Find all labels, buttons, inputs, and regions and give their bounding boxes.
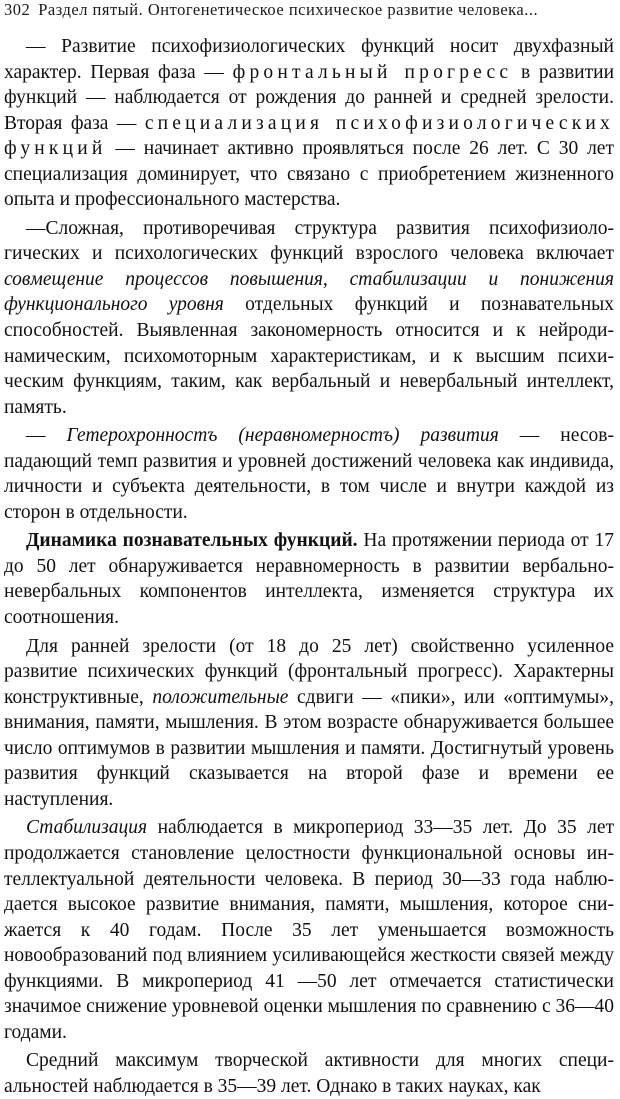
text-run: наблюдается в микропериод 33—35 лет. До 35 лет продолжается становление целостности функциональной основы интеллектуальной деятельности человека. В период 30—33 года наблюдается высокое развитие внимания, памяти, мышления, которое снижается к 40 годам. После 35 лет уменьшается возможность новообразований под влиянием усиливающейся жесткости связей между функциями. В микропериод 41 —50 лет отмечается статистически значимое снижение уровневой оценки мышления по сравнению с 36—40 годами. bbox=[4, 817, 614, 1043]
text-run: — несовпадающий темп развития и уровней достижений человека как индивида, личности и субъекта деятельности, в том числе и внутри каждой из сторон в отдельности. bbox=[4, 425, 614, 523]
run-in-heading: Динамика познавательных функций. bbox=[26, 530, 358, 552]
body-text bbox=[4, 34, 614, 1099]
italic-phrase: положительные bbox=[152, 686, 289, 708]
text-run: в развитии функций — наблюдается от рождения до ранней и средней зрелости. Вторая фаза — bbox=[4, 61, 615, 134]
text-run: отдельных функций и познавательных способностей. Выявленная закономерность относится и к нейродинамическим, психомоторным характеристикам, и к высшим психическим функциям, таким, как вербальный и невербальный интеллект, память. bbox=[4, 294, 614, 418]
paragraph bbox=[4, 634, 614, 813]
paragraph bbox=[4, 216, 614, 420]
paragraph bbox=[4, 1048, 614, 1099]
italic-phrase: Гетерохронностъ (неравномерностъ) развития bbox=[66, 425, 499, 447]
page-number: 302 bbox=[4, 0, 31, 19]
text-run: сдвиги — «пики», или «оптимумы», внимания, памяти, мышления. В этом возрасте обнаруживается большее число оптимумов в развитии мышления и памяти. Достигнутый уровень развития функций сказывается на второй фазе и времени ее наступления. bbox=[4, 686, 615, 810]
text-run: Для ранней зрелости (от 18 до 25 лет) свойственно усиленное развитие психических функций (фронтальный прогресс). Характерны конструктивные, bbox=[4, 635, 614, 708]
italic-phrase: совмещение процессов повышения, стабилизации и понижения функционального уровня bbox=[4, 268, 614, 316]
paragraph bbox=[4, 423, 614, 525]
text-run: На протяжении периода от 17 до 50 лет обнаруживается неравномерность в развитии вербально-невербальных компонентов интеллекта, изменяется структура их соотношения. bbox=[4, 530, 614, 629]
paragraph bbox=[4, 815, 614, 1045]
running-header bbox=[4, 0, 614, 24]
paragraph bbox=[4, 528, 614, 630]
text-run: — Развитие психофизиологических функций носит двухфазный характер. Первая фаза — bbox=[4, 36, 614, 83]
text-run: — начинает активно проявляться после 26 лет. С 30 лет специализация доминирует, что связано с приобретением жизненного опыта и профессионального мастерства. bbox=[4, 138, 614, 211]
paragraph bbox=[4, 34, 614, 213]
text-run: Средний максимум творческой активности для многих специальностей наблюдается в 35—39 лет. Однако в таких науках, как bbox=[4, 1050, 614, 1097]
text-run: — bbox=[26, 425, 67, 447]
text-run: —Сложная, противоречивая структура развития психофизиологических и психологических функций взрослого человека включает bbox=[4, 217, 614, 265]
letterspaced-term: специализация психофизиологических функций bbox=[4, 112, 615, 160]
letterspaced-term: фронтальный прогресс bbox=[232, 61, 513, 83]
running-title: Раздел пятый. Онтогенетическое психическое развитие человека... bbox=[38, 0, 539, 19]
italic-phrase: Стабилизация bbox=[26, 817, 148, 839]
